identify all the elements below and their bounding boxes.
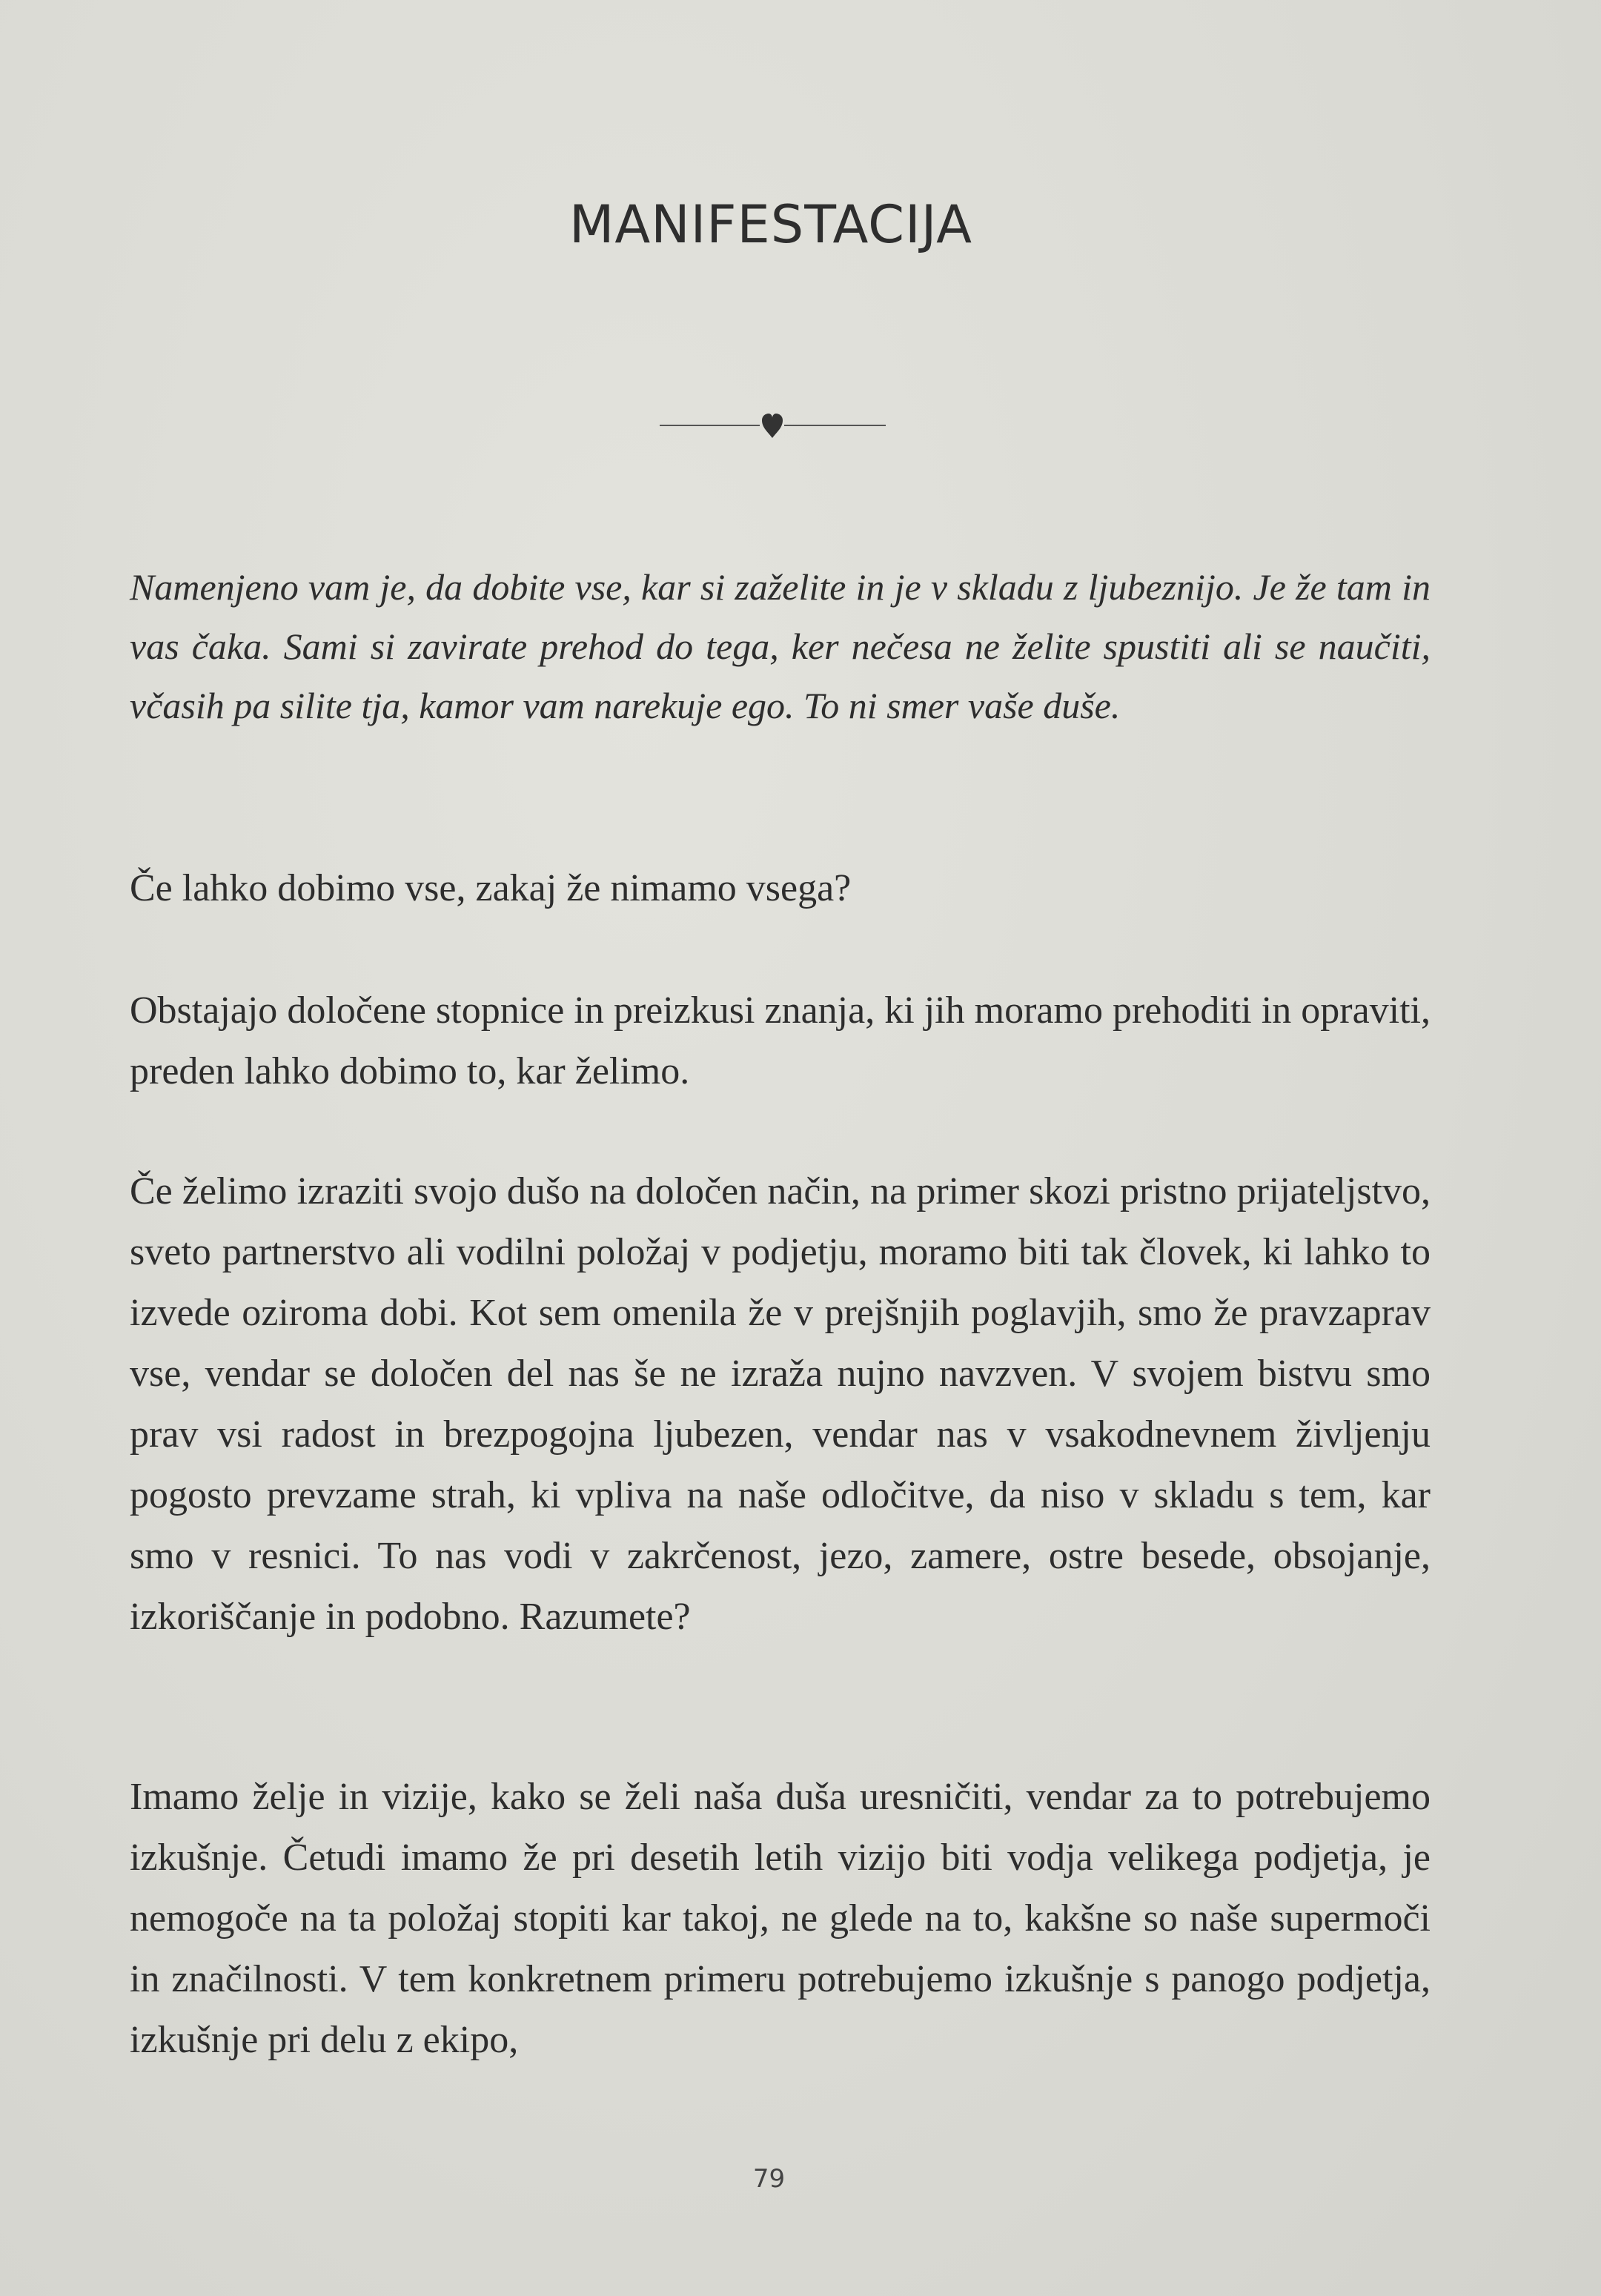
body-paragraph-2: Obstajajo določene stopnice in preizkusi znanja, ki jih moramo prehoditi in opraviti, preden lahko dobimo to, kar želimo. bbox=[130, 989, 1431, 1092]
page-number: 79 bbox=[752, 2164, 786, 2194]
heart-icon bbox=[760, 410, 784, 441]
ornament-line-left bbox=[660, 425, 760, 426]
body-paragraph-4: Imamo želje in vizije, kako se želi naša duša uresničiti, vendar za to potrebujemo izkušnje. Četudi imamo že pri desetih letih vizijo biti vodja velikega podjetja, je nemogoče na ta položaj stopiti kar takoj, ne glede na to, kakšne so naše supermoči in značilnosti. V tem konkretnem primeru potrebujemo izkušnje s panogo podjetja, izkušnje pri delu z ekipo, bbox=[130, 1776, 1431, 2061]
chapter-title: MANIFESTACIJA bbox=[569, 194, 972, 255]
body-paragraph-3: Če želimo izraziti svojo dušo na določen način, na primer skozi pristno prijateljstvo, sveto partnerstvo ali vodilni položaj v podjetju, moramo biti tak človek, ki lahko to izvede oziroma dobi. Kot sem omenila že v prejšnjih poglavjih, smo že pravzaprav vse, vendar se določen del nas še ne izraža nujno navzven. V svojem bistvu smo prav vsi radost in brezpogojna ljubezen, vendar nas v vsakodnevnem življenju pogosto prevzame strah, ki vpliva na naše odločitve, da niso v skladu s tem, kar smo v resnici. To nas vodi v zakrčenost, jezo, zamere, ostre besede, obsojanje, izkoriščanje in podobno. Razumete? bbox=[130, 1170, 1431, 1638]
intro-paragraph: Namenjeno vam je, da dobite vse, kar si zaželite in je v skladu z ljubeznijo. Je že tam in vas čaka. Sami si zavirate prehod do tega, ker nečesa ne želite spustiti ali se naučiti, včasih pa silite tja, kamor vam narekuje ego. To ni smer vaše duše. bbox=[130, 566, 1431, 726]
question-paragraph: Če lahko dobimo vse, zakaj že nimamo vsega? bbox=[130, 867, 852, 909]
ornament-line-right bbox=[784, 425, 886, 426]
chapter-ornament bbox=[660, 410, 886, 441]
